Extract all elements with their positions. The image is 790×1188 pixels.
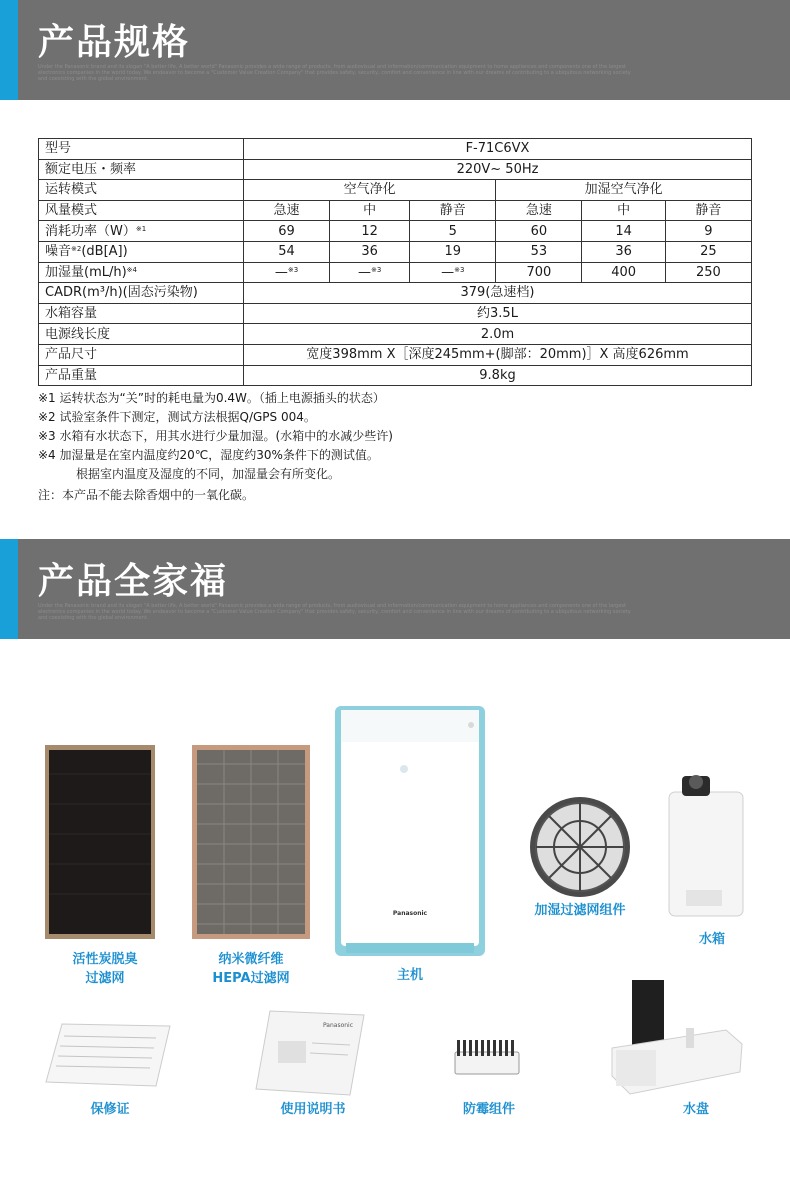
fan-label: 风量模式 (39, 200, 244, 221)
carbon-filter-caption: 活性炭脱臭 过滤网 (72, 952, 138, 986)
warranty-image (44, 1022, 172, 1088)
power-cell: 12 (330, 221, 410, 242)
mode-air: 空气净化 (244, 180, 496, 201)
humid-note-mark: ※4 (126, 265, 137, 274)
main-unit-caption: 主机 (396, 968, 423, 983)
main-unit-image (334, 705, 486, 957)
warranty-caption: 保修证 (90, 1102, 130, 1117)
manual-brand-text: Panasonic (322, 1022, 354, 1029)
humid-dash-mark: ※3 (454, 265, 465, 274)
humid-na-cell (244, 262, 330, 283)
spec-notes (38, 389, 393, 484)
power-label: 消耗功率（W） (45, 223, 136, 239)
noise-cell: 54 (244, 241, 330, 262)
water-tank-image (666, 772, 746, 918)
humid-cell: 400 (582, 262, 665, 283)
row-power (39, 221, 752, 242)
mildew-component-image (453, 1036, 523, 1076)
humid-cell: 700 (496, 262, 582, 283)
row-cadr (39, 283, 752, 304)
cord-value: 2.0m (244, 324, 752, 345)
fan-mode-cell: 急速 (496, 200, 582, 221)
model-label: 型号 (39, 139, 244, 160)
humid-na-cell (330, 262, 410, 283)
cord-label: 电源线长度 (39, 324, 244, 345)
manual-image (254, 1009, 366, 1097)
note-4-continued: 根据室内温度及湿度的不同，加湿量会有所变化。 (76, 467, 341, 481)
row-cord (39, 324, 752, 345)
humid-filter-image (528, 795, 632, 899)
row-model (39, 139, 752, 160)
power-label-cell (39, 221, 244, 242)
humid-cell: 250 (665, 262, 751, 283)
tank-label: 水箱容量 (39, 303, 244, 324)
row-noise (39, 241, 752, 262)
note-4: ※4 加湿量是在室内温度约20℃，湿度约30%条件下的测试值。 (38, 448, 379, 462)
note-3: ※3 水箱有水状态下，用其水进行少量加湿。(水箱中的水减少些许) (38, 429, 393, 443)
model-value: F-71C6VX (244, 139, 752, 160)
cadr-value: 379(急速档) (244, 283, 752, 304)
humid-dash-mark: ※3 (370, 265, 382, 274)
size-label: 产品尺寸 (39, 344, 244, 365)
carbon-filter-image (44, 744, 156, 940)
row-fan (39, 200, 752, 221)
spec-banner (0, 0, 790, 100)
row-humid (39, 262, 752, 283)
row-voltage (39, 159, 752, 180)
noise-cell: 36 (582, 241, 665, 262)
mode-label: 运转模式 (39, 180, 244, 201)
spec-table (38, 138, 752, 386)
humid-dash-mark: ※3 (287, 265, 299, 274)
fan-mode-cell: 静音 (410, 200, 496, 221)
family-section-subtitle: Under the Panasonic brand and its slogan "A better life, A better world" Panasonic provides a wide range of products, from audiovisual and information/communication equipment to home appliances and components one of the largest electronics companies in the world today. We endeavor to become a "Customer Value Creation Company" that provides safety, security, comfort and convenience in line with our dreams of contributing to a ubiquitous networking society and coexisting with the global environment. (38, 603, 631, 621)
mildew-component-caption: 防霉组件 (462, 1102, 515, 1117)
size-value: 宽度398mm X［深度245mm+(脚部：20mm)］X 高度626mm (244, 344, 752, 365)
hepa-filter-image (191, 744, 311, 940)
humid-dash: — (274, 264, 288, 280)
fan-mode-cell: 中 (330, 200, 410, 221)
voltage-label: 额定电压・频率 (39, 159, 244, 180)
note-2: ※2 试验室条件下测定，测试方法根据Q/GPS 004。 (38, 410, 316, 424)
humid-dash: — (357, 264, 371, 280)
noise-cell: 36 (330, 241, 410, 262)
noise-label: 噪音 (45, 244, 72, 260)
power-cell: 5 (410, 221, 496, 242)
fan-mode-cell: 中 (582, 200, 665, 221)
water-tank-caption: 水箱 (698, 932, 725, 947)
noise-cell: 25 (665, 241, 751, 262)
main-unit-brand-text: Panasonic (392, 910, 428, 917)
banner-accent-bar (0, 0, 18, 100)
humid-na-cell (410, 262, 496, 283)
fan-mode-cell: 静音 (665, 200, 751, 221)
family-section-title: 产品全家福 (38, 561, 229, 602)
fan-mode-cell: 急速 (244, 200, 330, 221)
power-cell: 69 (244, 221, 330, 242)
humid-label-cell (39, 262, 244, 283)
note-1: ※1 运转状态为“关”时的耗电量为0.4W。（插上电源插头的状态） (38, 391, 385, 405)
spec-section-subtitle: Under the Panasonic brand and its slogan "A better life, A better world" Panasonic provides a wide range of products, from audiovisual and information/communication equipment to home appliances and components one of the largest electronics companies in the world today. We endeavor to become a "Customer Value Creation Company" that provides safety, security, comfort and convenience in line with our dreams of contributing to a ubiquitous networking society and coexisting with the global environment. (38, 64, 631, 82)
power-cell: 14 (582, 221, 665, 242)
tank-value: 约3.5L (244, 303, 752, 324)
power-note-mark: ※1 (135, 224, 147, 233)
noise-cell: 53 (496, 241, 582, 262)
noise-unit: (dB[A]) (81, 244, 128, 260)
water-tray-caption: 水盘 (682, 1102, 709, 1117)
family-banner (0, 539, 790, 639)
weight-value: 9.8kg (244, 365, 752, 386)
noise-label-cell (39, 241, 244, 262)
spec-section-title: 产品规格 (38, 22, 191, 63)
voltage-value: 220V~ 50Hz (244, 159, 752, 180)
cadr-label: CADR(m³/h)(固态污染物) (39, 283, 244, 304)
banner-accent-bar (0, 539, 18, 639)
humid-dash: — (441, 264, 455, 280)
humid-label: 加湿量(mL/h) (45, 264, 127, 280)
hepa-filter-caption: 纳米微纤维 HEPA过滤网 (212, 952, 290, 986)
manual-caption: 使用说明书 (280, 1102, 346, 1117)
weight-label: 产品重量 (39, 365, 244, 386)
row-size (39, 344, 752, 365)
power-cell: 9 (665, 221, 751, 242)
note-disclaimer: 注：本产品不能去除香烟中的一氧化碳。 (38, 488, 255, 502)
noise-note-mark: ※2 (71, 245, 82, 254)
row-weight (39, 365, 752, 386)
noise-cell: 19 (410, 241, 496, 262)
row-mode (39, 180, 752, 201)
water-tray-image (606, 976, 746, 1096)
humid-filter-caption: 加湿过滤网组件 (534, 903, 626, 918)
row-tank (39, 303, 752, 324)
power-cell: 60 (496, 221, 582, 242)
mode-humid: 加湿空气净化 (496, 180, 752, 201)
